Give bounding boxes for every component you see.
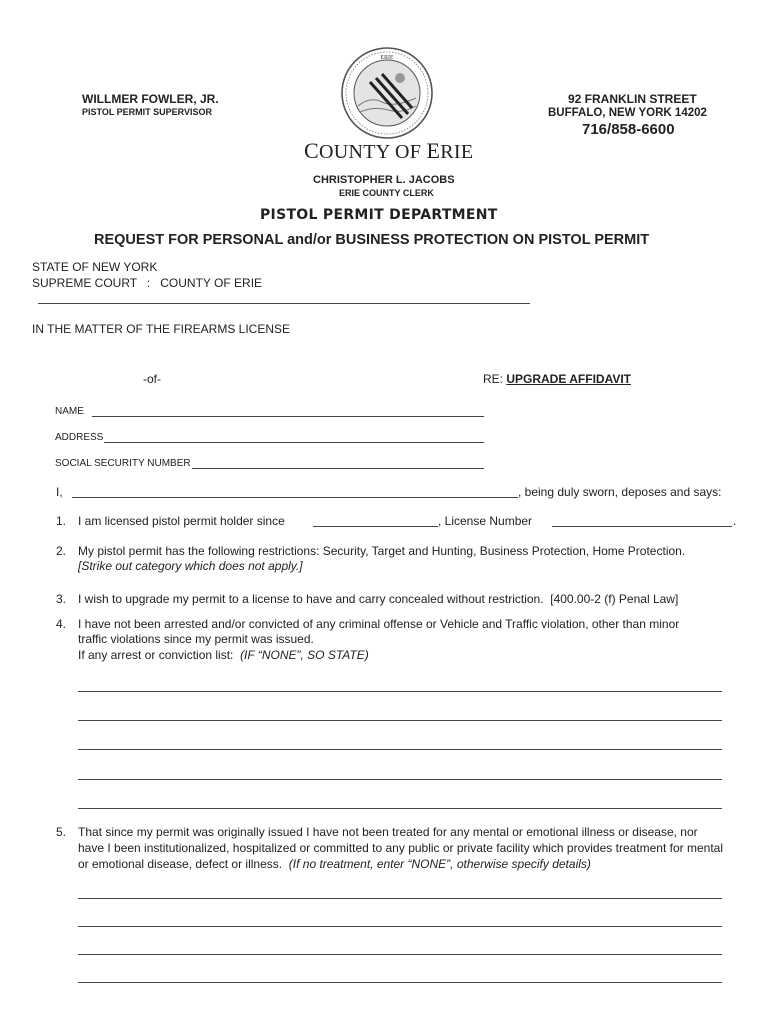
item-1-period: . [733,514,737,528]
arrest-line-5[interactable] [78,808,722,809]
county-c: C [304,138,319,163]
address-label: ADDRESS [55,432,104,443]
item-4-number: 4. [56,617,67,631]
county-seal-icon [340,46,434,140]
item-5-text-c [78,857,591,871]
matter-caption: IN THE MATTER OF THE FIREARMS LICENSE [32,322,291,336]
request-title: REQUEST FOR PERSONAL and/or BUSINESS PROTECTION ON PISTOL PERMIT [94,232,650,248]
supervisor-name: WILLMER FOWLER, JR. [82,92,219,106]
item-3-number: 3. [56,592,67,606]
county-e: E [426,138,441,163]
county-title [304,138,473,164]
arrest-line-4[interactable] [78,779,722,780]
treatment-line-3[interactable] [78,954,722,955]
arrest-line-3[interactable] [78,749,722,750]
license-number-label: , License Number [438,514,533,528]
clerk-name: CHRISTOPHER L. JACOBS [313,174,455,186]
arrest-line-2[interactable] [78,720,722,721]
treatment-line-2[interactable] [78,926,722,927]
item-5-instruction: (If no treatment, enter “NONE”, otherwise specify details) [288,857,591,871]
name-label: NAME [55,406,84,417]
treatment-line-4[interactable] [78,982,722,983]
item-3-text: I wish to upgrade my permit to a license to have and carry concealed without restriction. [400.00-2 (f) Penal Law] [78,592,679,606]
ssn-field[interactable] [192,468,484,469]
name-field[interactable] [92,416,484,417]
re-value: UPGRADE AFFIDAVIT [506,372,632,386]
of-label: -of- [143,372,161,386]
permit-since-field[interactable] [313,526,438,527]
affiant-name-field[interactable] [72,497,518,498]
address-field[interactable] [104,442,484,443]
re-line [483,372,631,386]
department-title: PISTOL PERMIT DEPARTMENT [260,207,498,223]
supervisor-title: PISTOL PERMIT SUPERVISOR [82,107,213,117]
item-4-text-c [78,648,369,662]
ssn-label: SOCIAL SECURITY NUMBER [55,458,191,469]
item-1-text: I am licensed pistol permit holder since [78,514,285,528]
clerk-title: ERIE COUNTY CLERK [339,188,434,198]
county-rest2: RIE [440,141,474,163]
re-label: RE: [483,372,507,386]
court-caption: SUPREME COURT : COUNTY OF ERIE [32,276,263,290]
oath-i: I, [56,485,63,499]
item-2-number: 2. [56,544,67,558]
item-5-text-a: That since my permit was originally issued I have not been treated for any mental or emotional illness or disease, nor [78,825,698,839]
item-2-note: [Strike out category which does not apply.] [78,559,303,573]
item-4-text-a: I have not been arrested and/or convicted of any criminal offense or Vehicle and Traffic violation, other than minor [78,617,680,631]
item-1-number: 1. [56,514,67,528]
item-4-instruction: (IF “NONE”, SO STATE) [240,648,369,662]
state-caption: STATE OF NEW YORK [32,260,158,274]
caption-divider [38,303,530,304]
seal-top-text: ERIE [380,55,394,61]
item-5-number: 5. [56,825,67,839]
item-2-text: My pistol permit has the following restrictions: Security, Target and Hunting, Business Protection, Home Protection. [78,544,686,558]
treatment-line-1[interactable] [78,898,722,899]
oath-sworn: , being duly sworn, deposes and says: [518,485,722,499]
county-rest1: OUNTY OF [318,141,427,163]
phone-number: 716/858-6600 [582,121,675,138]
item-4-prompt: If any arrest or conviction list: [78,648,241,662]
arrest-line-1[interactable] [78,691,722,692]
license-number-field[interactable] [552,526,732,527]
street-address: 92 FRANKLIN STREET [568,92,697,106]
item-5-statement: or emotional disease, defect or illness. [78,857,289,871]
item-5-text-b: have I been institutionalized, hospitalized or committed to any public or private facility which provides treatment for mental [78,841,723,855]
city-address: BUFFALO, NEW YORK 14202 [548,107,707,119]
item-4-text-b: traffic violations since my permit was issued. [78,632,314,646]
